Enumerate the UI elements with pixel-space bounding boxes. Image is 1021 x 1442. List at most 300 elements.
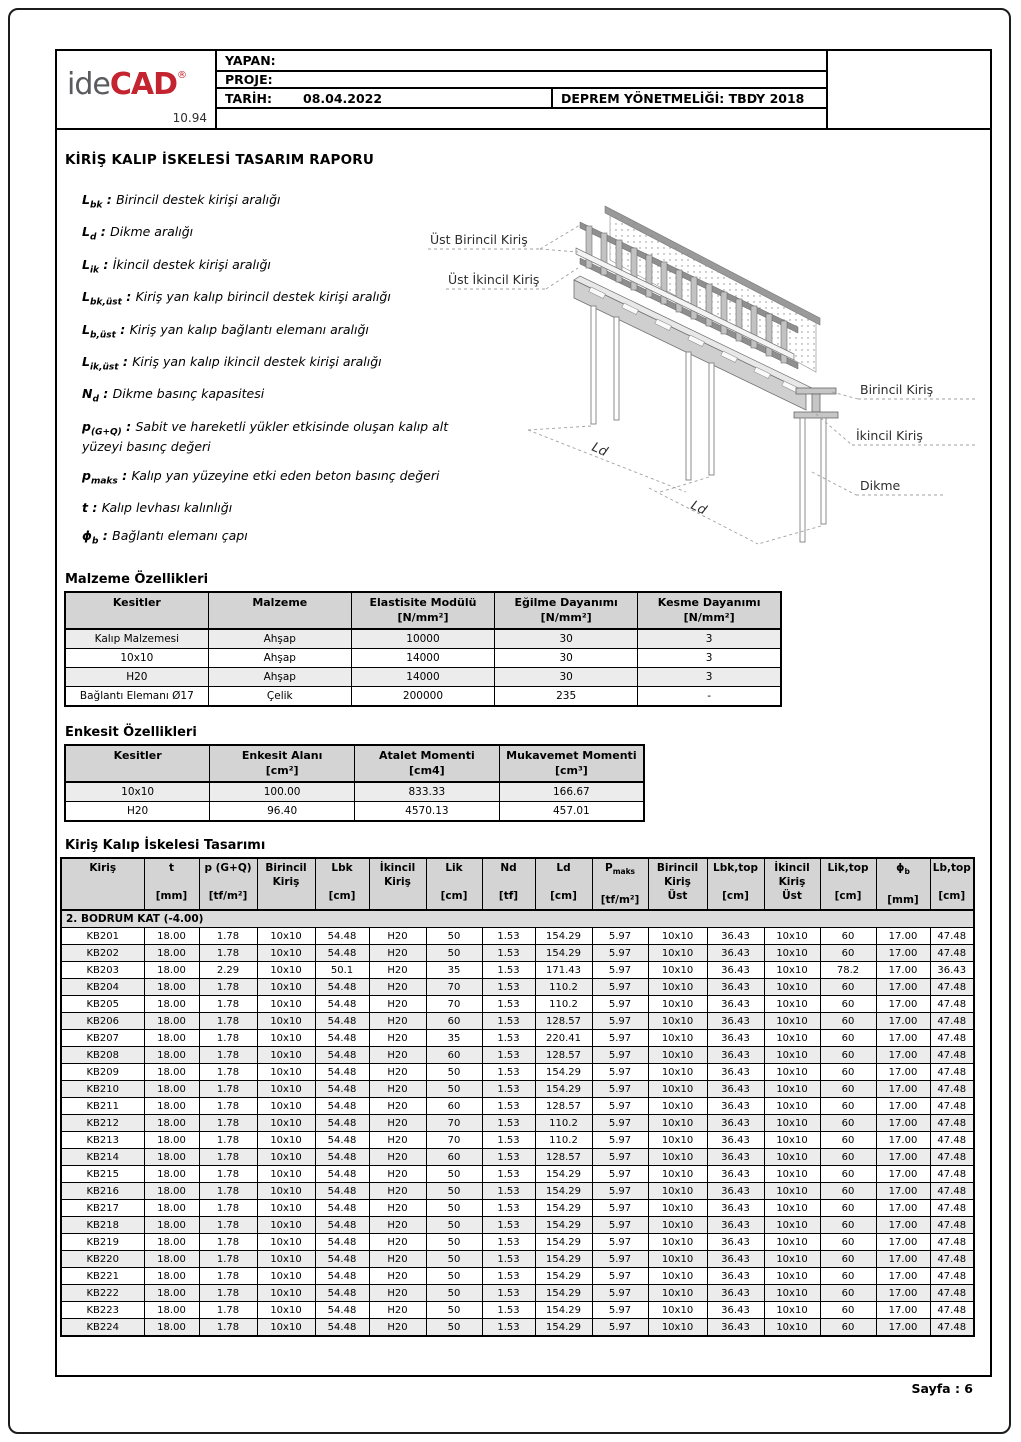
table-row <box>65 668 781 687</box>
table-cell: 36.43 <box>707 1166 764 1183</box>
table-cell: 17.00 <box>876 962 930 979</box>
table-cell: 1.78 <box>199 928 257 945</box>
table-cell: 36.43 <box>707 962 764 979</box>
table-cell: 17.00 <box>876 1268 930 1285</box>
table-cell: 154.29 <box>535 1200 592 1217</box>
beam-row <box>61 1013 974 1030</box>
header-row <box>61 858 974 910</box>
table-row <box>65 802 644 822</box>
table-cell: 10x10 <box>648 1081 707 1098</box>
table-cell: 10x10 <box>764 1030 820 1047</box>
table-cell: 10x10 <box>648 1047 707 1064</box>
table-cell: 36.43 <box>707 928 764 945</box>
table-cell: 50 <box>426 1183 482 1200</box>
table-cell: 1.78 <box>199 1183 257 1200</box>
table-cell: 54.48 <box>315 1251 369 1268</box>
idecad-logo <box>67 59 187 102</box>
table-cell: 60 <box>426 1098 482 1115</box>
table-cell: 10x10 <box>257 1115 315 1132</box>
definition-item: $L_{b,üst}$ : Kiriş yan kalıp bağlantı elemanı aralığı <box>82 321 369 340</box>
table-cell: 166.67 <box>499 782 644 802</box>
table-cell: 54.48 <box>315 1047 369 1064</box>
table-cell: 4570.13 <box>355 802 500 822</box>
table-cell: KB220 <box>61 1251 144 1268</box>
table-cell: 5.97 <box>592 1319 648 1337</box>
table-cell: H20 <box>369 1234 426 1251</box>
table-cell: Çelik <box>208 687 351 707</box>
table-cell: 1.53 <box>482 1115 535 1132</box>
column-header: Elastisite Modülü [N/mm²] <box>351 592 494 629</box>
table-cell: 10000 <box>351 629 494 649</box>
table-cell: 60 <box>820 1268 876 1285</box>
table-cell: 50 <box>426 928 482 945</box>
table-cell: 5.97 <box>592 1064 648 1081</box>
table-cell: 110.2 <box>535 996 592 1013</box>
table-cell: 47.48 <box>930 1285 974 1302</box>
table-cell: 47.48 <box>930 1047 974 1064</box>
table-cell: 1.53 <box>482 1064 535 1081</box>
table-cell: 47.48 <box>930 1081 974 1098</box>
tarih-label: TARİH: <box>225 90 272 106</box>
table-cell: 18.00 <box>144 1319 199 1337</box>
table-cell: 17.00 <box>876 1098 930 1115</box>
label-ikincil-kiris: İkincil Kiriş <box>856 428 923 443</box>
table-cell: 154.29 <box>535 1081 592 1098</box>
report-header <box>57 51 990 130</box>
table-cell: 10x10 <box>257 1030 315 1047</box>
table-cell: 10x10 <box>257 1098 315 1115</box>
table-cell: 36.43 <box>707 996 764 1013</box>
header-fields <box>217 51 826 128</box>
table-cell: 3 <box>638 668 781 687</box>
table-cell: H20 <box>369 1115 426 1132</box>
table-cell: 18.00 <box>144 996 199 1013</box>
table-cell: 17.00 <box>876 1234 930 1251</box>
table-cell: KB214 <box>61 1149 144 1166</box>
table-cell: H20 <box>369 1183 426 1200</box>
table-cell: 10x10 <box>648 1166 707 1183</box>
table-cell: 54.48 <box>315 1013 369 1030</box>
table-cell: 36.43 <box>707 1149 764 1166</box>
table-cell: 5.97 <box>592 1217 648 1234</box>
table-cell: H20 <box>369 1081 426 1098</box>
table-cell: 5.97 <box>592 945 648 962</box>
table-cell: H20 <box>369 1217 426 1234</box>
table-cell: 1.53 <box>482 928 535 945</box>
table-cell: 18.00 <box>144 1302 199 1319</box>
logo-cell <box>57 51 217 128</box>
table-row <box>65 629 781 649</box>
table-cell: 54.48 <box>315 996 369 1013</box>
table-cell: 17.00 <box>876 1183 930 1200</box>
table-cell: 70 <box>426 996 482 1013</box>
table-cell: 10x10 <box>257 1047 315 1064</box>
table-cell: 47.48 <box>930 1064 974 1081</box>
table-cell: 54.48 <box>315 928 369 945</box>
table-cell: 3 <box>638 649 781 668</box>
beam-row <box>61 1047 974 1064</box>
page-number: Sayfa : 6 <box>911 1381 973 1396</box>
material-table <box>64 591 782 707</box>
column-header: Enkesit Alanı [cm²] <box>210 745 355 782</box>
table-cell: 54.48 <box>315 1132 369 1149</box>
column-header: t [mm] <box>144 858 199 910</box>
table-cell: 10x10 <box>764 1319 820 1337</box>
column-header: Kiriş <box>61 858 144 910</box>
logo-main: CAD <box>109 67 177 102</box>
beam-row <box>61 1302 974 1319</box>
table-cell: 10x10 <box>648 1285 707 1302</box>
table-cell: 18.00 <box>144 1234 199 1251</box>
table-cell: 10x10 <box>764 962 820 979</box>
header-empty-cell <box>826 51 990 128</box>
table-cell: 5.97 <box>592 1013 648 1030</box>
column-header: Lbk,top [cm] <box>707 858 764 910</box>
table-cell: 35 <box>426 962 482 979</box>
beam-row <box>61 945 974 962</box>
table-cell: 18.00 <box>144 1285 199 1302</box>
table-cell: 154.29 <box>535 945 592 962</box>
table-cell: 1.53 <box>482 996 535 1013</box>
beam-row <box>61 1115 974 1132</box>
table-cell: 17.00 <box>876 1013 930 1030</box>
label-ust-birincil-kiris: Üst Birincil Kiriş <box>430 232 528 247</box>
beam-row <box>61 928 974 945</box>
tarih-row <box>217 89 826 109</box>
table-cell: 54.48 <box>315 1234 369 1251</box>
table-cell: 10x10 <box>648 1064 707 1081</box>
table-cell: 10x10 <box>764 1251 820 1268</box>
table-cell: 1.78 <box>199 1166 257 1183</box>
table-cell: 18.00 <box>144 1013 199 1030</box>
beam-row <box>61 1183 974 1200</box>
table-cell: KB210 <box>61 1081 144 1098</box>
table-cell: KB211 <box>61 1098 144 1115</box>
table-cell: 17.00 <box>876 1217 930 1234</box>
table-row <box>65 687 781 707</box>
table-cell: 10x10 <box>648 1030 707 1047</box>
table-cell: 17.00 <box>876 996 930 1013</box>
regulation-cell: DEPREM YÖNETMELİĞİ: TBDY 2018 <box>551 89 826 107</box>
table-cell: 47.48 <box>930 1234 974 1251</box>
beam-row <box>61 1030 974 1047</box>
table-cell: 10x10 <box>764 1268 820 1285</box>
table-cell: 18.00 <box>144 1132 199 1149</box>
table-cell: 60 <box>820 1183 876 1200</box>
table-cell: 60 <box>820 1285 876 1302</box>
column-header: Ld [cm] <box>535 858 592 910</box>
table-cell: 1.78 <box>199 1115 257 1132</box>
logo-version: 10.94 <box>172 111 207 125</box>
table-cell: 1.53 <box>482 1302 535 1319</box>
table-cell: 128.57 <box>535 1047 592 1064</box>
table-cell: 18.00 <box>144 979 199 996</box>
table-cell: 47.48 <box>930 1319 974 1337</box>
table-cell: 60 <box>820 1047 876 1064</box>
table-cell: 54.48 <box>315 1285 369 1302</box>
table-cell: H20 <box>65 802 210 822</box>
table-cell: 60 <box>820 1319 876 1337</box>
table-cell: 47.48 <box>930 1268 974 1285</box>
table-cell: 10x10 <box>257 1132 315 1149</box>
table-cell: 171.43 <box>535 962 592 979</box>
definition-item: t : Kalıp levhası kalınlığı <box>82 499 233 515</box>
table-cell: KB209 <box>61 1064 144 1081</box>
table-cell: 128.57 <box>535 1013 592 1030</box>
table-cell: 60 <box>820 1081 876 1098</box>
table-cell: 17.00 <box>876 1285 930 1302</box>
table-cell: 60 <box>426 1047 482 1064</box>
label-birincil-kiris: Birincil Kiriş <box>860 382 934 397</box>
table-cell: 36.43 <box>707 1200 764 1217</box>
table-cell: H20 <box>369 1013 426 1030</box>
table-cell: 36.43 <box>707 1013 764 1030</box>
table-cell: 154.29 <box>535 1183 592 1200</box>
table-cell: 1.53 <box>482 1285 535 1302</box>
table-cell: 17.00 <box>876 1302 930 1319</box>
table-cell: Ahşap <box>208 668 351 687</box>
table-cell: 60 <box>426 1149 482 1166</box>
table-cell: 60 <box>820 1030 876 1047</box>
proje-label: PROJE: <box>225 72 273 87</box>
table-cell: 1.53 <box>482 1149 535 1166</box>
beam-row <box>61 1064 974 1081</box>
column-header: Kesitler <box>65 745 210 782</box>
table-cell: 1.78 <box>199 1251 257 1268</box>
table-cell: 5.97 <box>592 928 648 945</box>
definition-item: $p_{(G+Q)}$ : Sabit ve hareketli yükler etkisinde oluşan kalıp alt yüzeyi basınç değeri <box>82 418 449 454</box>
table-cell: KB217 <box>61 1200 144 1217</box>
table-cell: 1.78 <box>199 1200 257 1217</box>
table-cell: 5.97 <box>592 1268 648 1285</box>
table-cell: 10x10 <box>257 1319 315 1337</box>
table-cell: H20 <box>369 1166 426 1183</box>
table-cell: 60 <box>820 928 876 945</box>
table-cell: 3 <box>638 629 781 649</box>
table-cell: 10x10 <box>257 1200 315 1217</box>
table-cell: 1.78 <box>199 1268 257 1285</box>
table-cell: 457.01 <box>499 802 644 822</box>
table-cell: 18.00 <box>144 1030 199 1047</box>
table-cell: 54.48 <box>315 1319 369 1337</box>
table-cell: 50 <box>426 1217 482 1234</box>
header-row <box>65 592 781 629</box>
table-cell: 47.48 <box>930 1217 974 1234</box>
table-cell: 36.43 <box>707 1268 764 1285</box>
table-cell: 10x10 <box>764 1200 820 1217</box>
table-cell: 18.00 <box>144 1183 199 1200</box>
label-ld-2: Ld <box>688 498 709 519</box>
table-cell: KB222 <box>61 1285 144 1302</box>
table-cell: 1.53 <box>482 962 535 979</box>
table-cell: 1.53 <box>482 1098 535 1115</box>
beam-row <box>61 1081 974 1098</box>
table-cell: H20 <box>369 1030 426 1047</box>
table-cell: 1.53 <box>482 1251 535 1268</box>
table-cell: 1.78 <box>199 1030 257 1047</box>
table-cell: 36.43 <box>707 1115 764 1132</box>
yapan-label: YAPAN: <box>225 53 276 68</box>
table-cell: 10x10 <box>257 1217 315 1234</box>
table-cell: 50 <box>426 1064 482 1081</box>
section-label: 2. BODRUM KAT (-4.00) <box>61 910 974 928</box>
table-cell: 54.48 <box>315 1098 369 1115</box>
table-cell: 833.33 <box>355 782 500 802</box>
beam-row <box>61 979 974 996</box>
table-cell: H20 <box>369 1251 426 1268</box>
table-cell: 10x10 <box>648 979 707 996</box>
definition-item: $p_{maks}$ : Kalıp yan yüzeyine etki eden beton basınç değeri <box>82 467 440 486</box>
table-cell: 1.78 <box>199 979 257 996</box>
column-header: Eğilme Dayanımı [N/mm²] <box>495 592 638 629</box>
table-cell: 10x10 <box>648 1302 707 1319</box>
table-cell: KB212 <box>61 1115 144 1132</box>
table-cell: 154.29 <box>535 1251 592 1268</box>
table-cell: 10x10 <box>764 1047 820 1064</box>
table-cell: 54.48 <box>315 979 369 996</box>
table-cell: 30 <box>495 629 638 649</box>
table-cell: 10x10 <box>257 1064 315 1081</box>
table-cell: Ahşap <box>208 629 351 649</box>
table-cell: 10x10 <box>648 1200 707 1217</box>
table-cell: H20 <box>369 1200 426 1217</box>
table-cell: 54.48 <box>315 1149 369 1166</box>
table-cell: 36.43 <box>707 1098 764 1115</box>
table-cell: 47.48 <box>930 945 974 962</box>
column-header: İkincil Kiriş Üst <box>764 858 820 910</box>
table-cell: KB216 <box>61 1183 144 1200</box>
table-cell: 30 <box>495 668 638 687</box>
table-cell: 10x10 <box>648 1251 707 1268</box>
table-cell: Ahşap <box>208 649 351 668</box>
table-cell: 50 <box>426 1302 482 1319</box>
table-cell: 1.78 <box>199 1285 257 1302</box>
table-cell: 10x10 <box>257 1013 315 1030</box>
table-cell: 47.48 <box>930 1149 974 1166</box>
table-cell: 50 <box>426 1251 482 1268</box>
table-cell: 1.78 <box>199 1149 257 1166</box>
definition-item: $L_{bk}$ : Birincil destek kirişi aralığı <box>82 192 281 211</box>
table-cell: 54.48 <box>315 1217 369 1234</box>
table-cell: 5.97 <box>592 1166 648 1183</box>
table-cell: 54.48 <box>315 1302 369 1319</box>
table-cell: 10x10 <box>648 1149 707 1166</box>
table-cell: H20 <box>369 962 426 979</box>
definition-item: $L_d$ : Dikme aralığı <box>82 224 194 243</box>
design-table <box>60 857 975 1337</box>
table-cell: 5.97 <box>592 979 648 996</box>
table-cell: 60 <box>820 1149 876 1166</box>
table-cell: 2.29 <box>199 962 257 979</box>
table-cell: 10x10 <box>648 945 707 962</box>
table-cell: 5.97 <box>592 1098 648 1115</box>
table-cell: - <box>638 687 781 707</box>
table-cell: 10x10 <box>764 1234 820 1251</box>
table-cell: 10x10 <box>257 1234 315 1251</box>
table-cell: 60 <box>426 1013 482 1030</box>
table-cell: 10x10 <box>257 928 315 945</box>
table-cell: 50 <box>426 1285 482 1302</box>
table-cell: 47.48 <box>930 1183 974 1200</box>
table-cell: 17.00 <box>876 1200 930 1217</box>
table-cell: 10x10 <box>257 1302 315 1319</box>
table-cell: 96.40 <box>210 802 355 822</box>
table-cell: KB224 <box>61 1319 144 1337</box>
beam-row <box>61 1319 974 1337</box>
table-cell: 5.97 <box>592 1251 648 1268</box>
table-cell: 47.48 <box>930 1132 974 1149</box>
table-cell: 10x10 <box>764 1217 820 1234</box>
table-cell: 5.97 <box>592 1234 648 1251</box>
table-cell: 36.43 <box>707 1234 764 1251</box>
table-cell: 128.57 <box>535 1098 592 1115</box>
table-cell: 18.00 <box>144 945 199 962</box>
table-cell: 50 <box>426 1268 482 1285</box>
table-cell: 1.78 <box>199 1234 257 1251</box>
header-row <box>65 745 644 782</box>
column-header: Lb,top [cm] <box>930 858 974 910</box>
table-cell: 1.53 <box>482 1030 535 1047</box>
registered-mark: ® <box>176 70 187 81</box>
definition-item: $L_{ik,üst}$ : Kiriş yan kalıp ikincil destek kirişi aralığı <box>82 353 382 373</box>
table-cell: 60 <box>820 1302 876 1319</box>
table-cell: 5.97 <box>592 962 648 979</box>
table-cell: 70 <box>426 1115 482 1132</box>
scaffold-diagram <box>428 192 990 550</box>
table-cell: 1.78 <box>199 1217 257 1234</box>
table-cell: 17.00 <box>876 1047 930 1064</box>
table-cell: 10x10 <box>764 1183 820 1200</box>
beam-row <box>61 1285 974 1302</box>
table-cell: 10x10 <box>257 979 315 996</box>
table-cell: 10x10 <box>764 1149 820 1166</box>
label-ld-1: Ld <box>589 439 610 460</box>
table-cell: 128.57 <box>535 1149 592 1166</box>
table-cell: 30 <box>495 649 638 668</box>
table-cell: 235 <box>495 687 638 707</box>
table-cell: 10x10 <box>648 996 707 1013</box>
table-cell: 50 <box>426 1166 482 1183</box>
table-cell: 54.48 <box>315 1030 369 1047</box>
table-cell: 10x10 <box>648 1115 707 1132</box>
table-cell: 10x10 <box>257 1268 315 1285</box>
table-cell: 5.97 <box>592 1132 648 1149</box>
table-cell: 10x10 <box>257 1166 315 1183</box>
table-cell: 1.53 <box>482 1319 535 1337</box>
table-cell: 154.29 <box>535 1268 592 1285</box>
table-cell: 10x10 <box>764 1098 820 1115</box>
enkesit-table-heading: Enkesit Özellikleri <box>65 725 197 740</box>
empty-row <box>217 109 826 128</box>
table-cell: 1.78 <box>199 1047 257 1064</box>
table-cell: 18.00 <box>144 1217 199 1234</box>
table-cell: 17.00 <box>876 1149 930 1166</box>
table-cell: 10x10 <box>257 1285 315 1302</box>
table-cell: 10x10 <box>764 979 820 996</box>
table-cell: 110.2 <box>535 1132 592 1149</box>
table-cell: 1.78 <box>199 945 257 962</box>
table-cell: 1.78 <box>199 1013 257 1030</box>
beam-row <box>61 1234 974 1251</box>
table-cell: 10x10 <box>764 996 820 1013</box>
table-cell: 10x10 <box>648 1268 707 1285</box>
yapan-row <box>217 51 826 72</box>
table-cell: 1.78 <box>199 1302 257 1319</box>
table-cell: 50 <box>426 1319 482 1337</box>
table-cell: 14000 <box>351 668 494 687</box>
table-cell: 78.2 <box>820 962 876 979</box>
table-cell: 36.43 <box>930 962 974 979</box>
